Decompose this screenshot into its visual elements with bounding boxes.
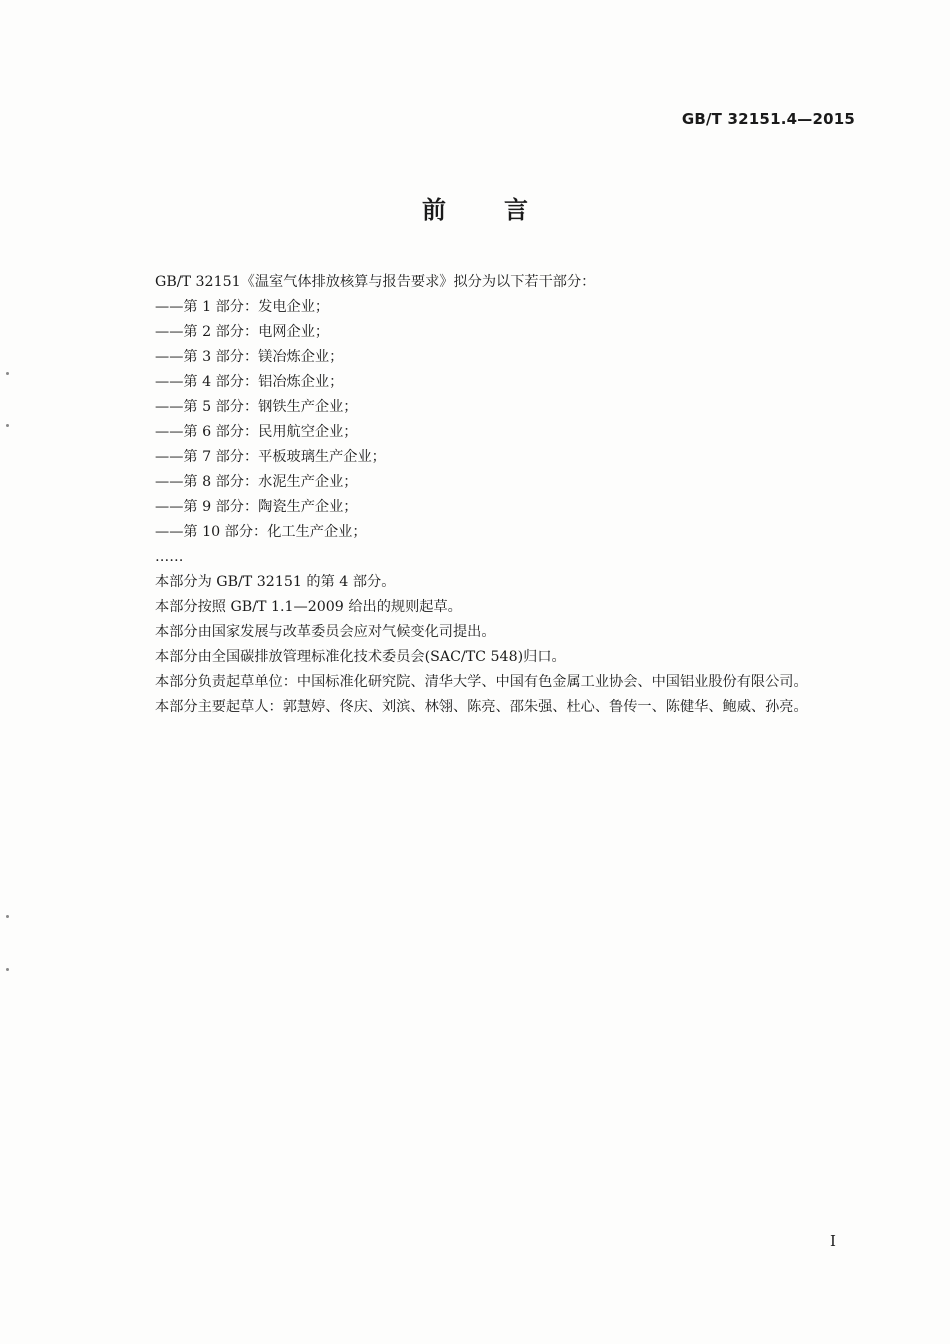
list-item: ——第 8 部分：水泥生产企业； — [155, 474, 358, 490]
list-item: ——第 7 部分：平板玻璃生产企业； — [155, 449, 386, 465]
list-item: ——第 6 部分：民用航空企业； — [155, 424, 358, 440]
paragraph-drafting-units: 本部分负责起草单位：中国标准化研究院、清华大学、中国有色金属工业协会、中国铝业股份有限公司。 — [155, 674, 808, 690]
list-item: ——第 5 部分：钢铁生产企业； — [155, 399, 358, 415]
preface-body — [115, 270, 860, 720]
list-ellipsis: …… — [155, 549, 184, 565]
list-item: ——第 3 部分：镁冶炼企业； — [155, 349, 344, 365]
paragraph-part-number: 本部分为 GB/T 32151 的第 4 部分。 — [155, 574, 396, 590]
intro-paragraph: GB/T 32151《温室气体排放核算与报告要求》拟分为以下若干部分： — [155, 274, 596, 290]
list-item: ——第 10 部分：化工生产企业； — [155, 524, 367, 540]
paragraph-drafting-rules: 本部分按照 GB/T 1.1—2009 给出的规则起草。 — [155, 599, 462, 615]
list-item: ——第 4 部分：铝冶炼企业； — [155, 374, 344, 390]
list-item: ——第 9 部分：陶瓷生产企业； — [155, 499, 358, 515]
paragraph-proposer: 本部分由国家发展与改革委员会应对气候变化司提出。 — [155, 624, 496, 640]
page-number: I — [830, 1232, 836, 1250]
scan-mark — [6, 968, 9, 971]
scan-mark — [6, 372, 9, 375]
standard-number: GB/T 32151.4—2015 — [681, 110, 855, 128]
scan-mark — [6, 424, 9, 427]
page-title: 前言 — [422, 196, 586, 224]
list-item: ——第 2 部分：电网企业； — [155, 324, 330, 340]
list-item: ——第 1 部分：发电企业； — [155, 299, 330, 315]
parts-list — [115, 295, 860, 570]
scan-mark — [6, 915, 9, 918]
paragraph-drafters: 本部分主要起草人：郭慧婷、佟庆、刘滨、林翎、陈亮、邵朱强、杜心、鲁传一、陈健华、鲍威、孙亮。 — [155, 699, 808, 715]
paragraph-committee: 本部分由全国碳排放管理标准化技术委员会(SAC/TC 548)归口。 — [155, 649, 566, 665]
